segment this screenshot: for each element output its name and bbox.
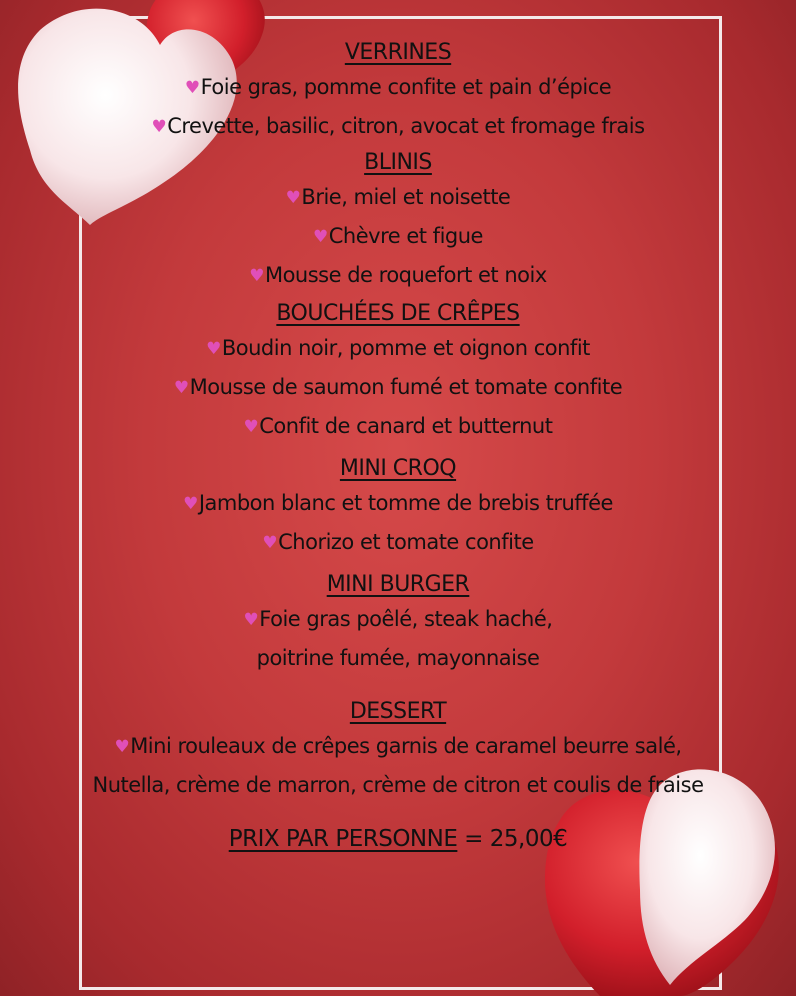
section-title: BLINIS xyxy=(364,150,432,175)
pink-heart-icon: ♥ xyxy=(183,494,198,514)
section-mini-burger xyxy=(0,570,796,677)
menu-item: ♥Crevette, basilic, citron, avocat et fromage frais xyxy=(0,107,796,146)
section-bouchees-de-crepes xyxy=(0,299,796,446)
pink-heart-icon: ♥ xyxy=(151,117,167,137)
menu-item-continuation: Nutella, crème de marron, crème de citron et coulis de fraise xyxy=(92,773,704,797)
pink-heart-icon: ♥ xyxy=(173,378,189,398)
price-line xyxy=(0,826,796,852)
menu-item: ♥Mousse de roquefort et noix xyxy=(0,256,796,295)
pink-heart-icon: ♥ xyxy=(243,417,259,437)
menu-item: ♥Chèvre et figue xyxy=(0,217,796,256)
section-title: MINI BURGER xyxy=(326,572,470,597)
menu-item: ♥Mini rouleaux de crêpes garnis de caramel beurre salé, xyxy=(0,727,796,766)
pink-heart-icon: ♥ xyxy=(206,339,221,359)
menu-item: ♥Boudin noir, pomme et oignon confit xyxy=(0,329,796,368)
pink-heart-icon: ♥ xyxy=(285,188,301,208)
menu-item: ♥Foie gras, pomme confite et pain d’épice xyxy=(0,68,796,107)
pink-heart-icon: ♥ xyxy=(313,227,328,247)
pink-heart-icon: ♥ xyxy=(249,266,264,286)
section-verrines xyxy=(0,38,796,146)
menu-item: ♥Confit de canard et butternut xyxy=(0,407,796,446)
menu-content xyxy=(0,38,796,852)
pink-heart-icon: ♥ xyxy=(184,78,200,98)
menu-item: ♥Mousse de saumon fumé et tomate confite xyxy=(0,368,796,407)
section-title: MINI CROQ xyxy=(339,456,457,481)
menu-item: ♥Jambon blanc et tomme de brebis truffée xyxy=(0,484,796,523)
section-dessert xyxy=(0,697,796,804)
pink-heart-icon: ♥ xyxy=(262,533,278,553)
section-blinis xyxy=(0,148,796,295)
section-mini-croq xyxy=(0,454,796,562)
menu-item-continuation: poitrine fumée, mayonnaise xyxy=(256,646,540,670)
price-label: PRIX PAR PERSONNE xyxy=(228,826,458,852)
menu-item: ♥Chorizo et tomate confite xyxy=(0,523,796,562)
pink-heart-icon: ♥ xyxy=(114,737,130,757)
menu-item: ♥Brie, miel et noisette xyxy=(0,178,796,217)
section-title: BOUCHÉES DE CRÊPES xyxy=(276,301,520,326)
price-separator: = xyxy=(457,826,490,852)
price-value: 25,00€ xyxy=(489,826,568,852)
section-title: VERRINES xyxy=(344,40,452,65)
pink-heart-icon: ♥ xyxy=(243,610,259,630)
menu-item: ♥Foie gras poêlé, steak haché, xyxy=(0,600,796,639)
section-title: DESSERT xyxy=(349,699,447,724)
